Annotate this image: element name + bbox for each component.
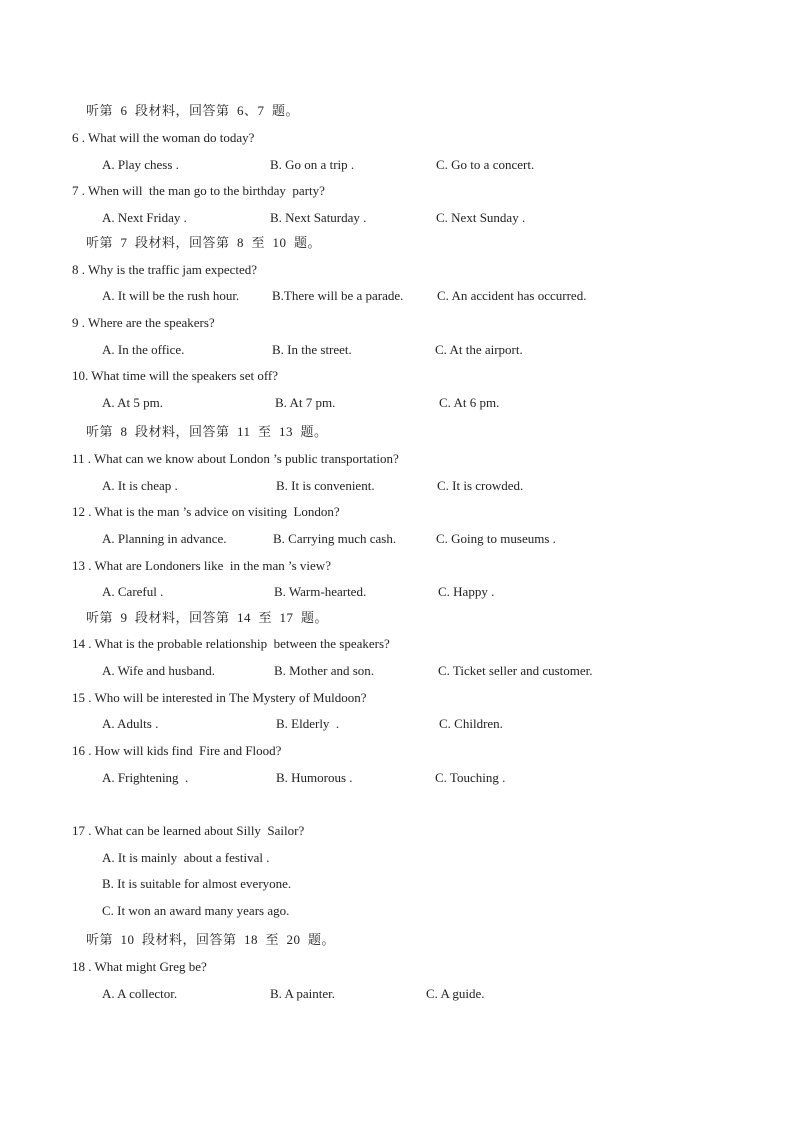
question-9-option-c: C. At the airport. bbox=[435, 342, 523, 357]
question-10-option-a: A. At 5 pm. bbox=[102, 395, 164, 410]
section-header-7: 听第 7 段材料，回答第 8 至 10 题。 bbox=[86, 235, 322, 250]
question-15-stem: 15 . Who will be interested in The Mystery of Muldoon? bbox=[72, 690, 367, 705]
question-18-stem: 18 . What might Greg be? bbox=[72, 959, 207, 974]
question-11-option-a: A. It is cheap . bbox=[102, 478, 178, 493]
question-16-option-b: B. Humorous . bbox=[276, 770, 353, 785]
question-8-stem: 8 . Why is the traffic jam expected? bbox=[72, 262, 258, 277]
question-13-stem: 13 . What are Londoners like in the man ’s view? bbox=[72, 558, 331, 573]
question-6-option-a: A. Play chess . bbox=[102, 157, 179, 172]
question-9-stem: 9 . Where are the speakers? bbox=[72, 315, 215, 330]
question-16-stem: 16 . How will kids find Fire and Flood? bbox=[72, 743, 282, 758]
section-header-9: 听第 9 段材料，回答第 14 至 17 题。 bbox=[86, 610, 329, 625]
question-13-option-c: C. Happy . bbox=[438, 584, 495, 599]
question-12-option-b: B. Carrying much cash. bbox=[273, 531, 397, 546]
question-8-option-a: A. It will be the rush hour. bbox=[102, 288, 240, 303]
section-header-10: 听第 10 段材料，回答第 18 至 20 题。 bbox=[86, 932, 336, 947]
question-17-option-a: A. It is mainly about a festival . bbox=[102, 850, 270, 865]
question-12-option-c: C. Going to museums . bbox=[436, 531, 556, 546]
question-17-option-c: C. It won an award many years ago. bbox=[102, 903, 290, 918]
question-15-option-b: B. Elderly . bbox=[276, 716, 340, 731]
question-7-option-b: B. Next Saturday . bbox=[270, 210, 367, 225]
question-16-option-c: C. Touching . bbox=[435, 770, 506, 785]
question-11-option-c: C. It is crowded. bbox=[437, 478, 524, 493]
question-14-stem: 14 . What is the probable relationship between the speakers? bbox=[72, 636, 390, 651]
section-header-6: 听第 6 段材料，回答第 6、7 题。 bbox=[86, 103, 300, 118]
question-11-option-b: B. It is convenient. bbox=[276, 478, 375, 493]
question-17-stem: 17 . What can be learned about Silly Sailor? bbox=[72, 823, 305, 838]
question-13-option-b: B. Warm-hearted. bbox=[274, 584, 367, 599]
question-8-option-b: B.There will be a parade. bbox=[272, 288, 404, 303]
question-7-option-a: A. Next Friday . bbox=[102, 210, 187, 225]
question-14-option-c: C. Ticket seller and customer. bbox=[438, 663, 593, 678]
question-18-option-b: B. A painter. bbox=[270, 986, 335, 1001]
question-14-option-b: B. Mother and son. bbox=[274, 663, 375, 678]
question-11-stem: 11 . What can we know about London ’s public transportation? bbox=[72, 451, 399, 466]
question-8-option-c: C. An accident has occurred. bbox=[437, 288, 587, 303]
section-header-8: 听第 8 段材料，回答第 11 至 13 题。 bbox=[86, 424, 328, 439]
question-9-option-a: A. In the office. bbox=[102, 342, 185, 357]
question-7-stem: 7 . When will the man go to the birthday party? bbox=[72, 183, 325, 198]
question-18-option-c: C. A guide. bbox=[426, 986, 485, 1001]
question-12-option-a: A. Planning in advance. bbox=[102, 531, 227, 546]
question-15-option-a: A. Adults . bbox=[102, 716, 159, 731]
question-6-option-c: C. Go to a concert. bbox=[436, 157, 535, 172]
question-12-stem: 12 . What is the man ’s advice on visiting London? bbox=[72, 504, 340, 519]
question-14-option-a: A. Wife and husband. bbox=[102, 663, 215, 678]
question-10-option-b: B. At 7 pm. bbox=[275, 395, 336, 410]
question-6-stem: 6 . What will the woman do today? bbox=[72, 130, 255, 145]
question-13-option-a: A. Careful . bbox=[102, 584, 164, 599]
question-9-option-b: B. In the street. bbox=[272, 342, 352, 357]
question-16-option-a: A. Frightening . bbox=[102, 770, 189, 785]
question-7-option-c: C. Next Sunday . bbox=[436, 210, 526, 225]
question-18-option-a: A. A collector. bbox=[102, 986, 178, 1001]
question-6-option-b: B. Go on a trip . bbox=[270, 157, 355, 172]
question-10-option-c: C. At 6 pm. bbox=[439, 395, 500, 410]
question-17-option-b: B. It is suitable for almost everyone. bbox=[102, 876, 292, 891]
question-15-option-c: C. Children. bbox=[439, 716, 503, 731]
question-10-stem: 10. What time will the speakers set off? bbox=[72, 368, 279, 383]
